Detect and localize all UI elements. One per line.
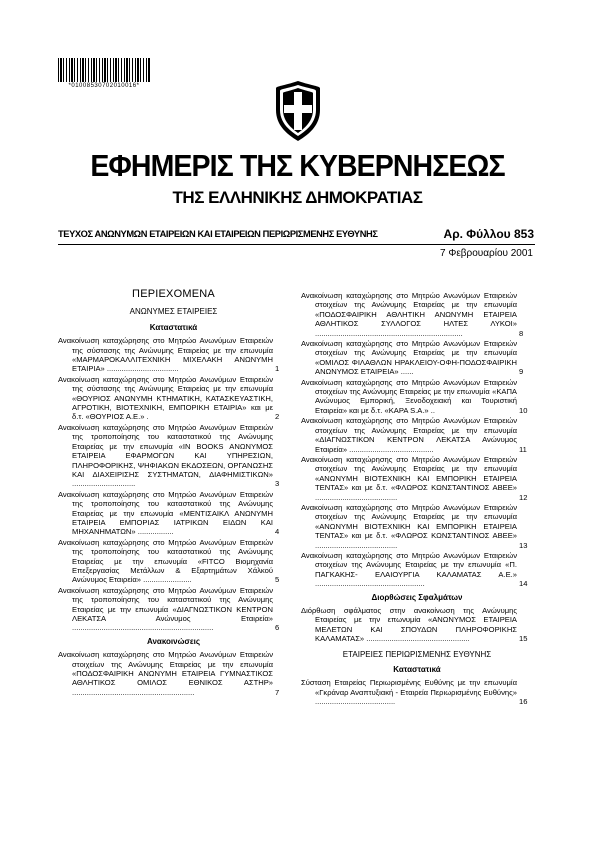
barcode-number: *01008530702010016* bbox=[68, 83, 140, 89]
section-heading: ΕΤΑΙΡΕΙΕΣ ΠΕΡΙΩΡΙΣΜΕΝΗΣ ΕΥΘΥΝΗΣ bbox=[342, 649, 492, 659]
toc-entry: Ανακοίνωση καταχώρησης στο Μητρώο Ανωνύμων Εταιρειών της τροποποίησης του καταστατικού της Ανώνυμης Εταιρείας με την επωνυμία «IN BOOKS ΑΝΩΝΥΜΟΣ ΕΤΑΙΡΕΙΑ ΕΦΑΡΜΟΓΩΝ ΚΑΙ ΥΠΗΡΕΣΙΩΝ, ΠΛΗΡΟΦΟΡΙΚΗΣ, ΨΗΦΙΑΚΩΝ ΕΚΔΟΣΕΩΝ, ΟΡΓΑΝΩΣΗΣ ΚΑΙ ΔΙΑΧΕΙΡΙΣΗΣ ΣΥΣΤΗΜΑΤΩΝ, ΔΙΑΦΗΜΙΣΤΙΚΩΝ» .............................. 3 bbox=[58, 422, 280, 489]
toc-entry-text: Ανακοίνωση καταχώρησης στο Μητρώο Ανωνύμων Εταιρειών στοιχείων της Ανώνυμης Εταιρείας με την επωνυμία «ΔΙΑΓΝΩΣΤΙΚΟΝ ΚΕΝΤΡΟΝ ΛΕΚΑΤΣΑ Ανώνυμος Εταιρεία» ........................................ bbox=[301, 416, 517, 454]
toc-list bbox=[301, 678, 533, 706]
greek-coat-of-arms-icon bbox=[273, 80, 323, 142]
toc-entry-text: Ανακοίνωση καταχώρησης στο Μητρώο Ανωνύμων Εταιρειών στοιχείων της Ανώνυμης Εταιρείας με την επωνυμία «ΠΟΔΟΣΦΑΙΡΙΚΗ ΑΘΛΗΤΙΚΗ ΑΝΩΝΥΜΗ ΕΤΑΙΡΕΙΑ ΑΘΛΗΤΙΚΟΣ ΣΥΛΛΟΓΟΣ ΗΛΤΕΣ ΛΥΚΟΙ» ...................................................................... bbox=[301, 291, 517, 338]
toc-entry-text: Ανακοίνωση καταχώρησης στο Μητρώο Ανωνύμων Εταιρειών στοιχείων της Ανώνυμης Εταιρείας με την επωνυμία «ΠΟΔΟΣΦΑΙΡΙΚΗ ΑΝΩΝΥΜΗ ΕΤΑΙΡΕΙΑ ΓΥΜΝΑΣΤΙΚΟΣ ΑΘΛΗΤΙΚΟΣ ΟΜΙΛΟΣ ΕΘΝΙΚΟΣ ΑΣΤΗΡ» .......................................................... bbox=[58, 650, 273, 697]
toc-entry: Ανακοίνωση καταχώρησης στο Μητρώο Ανωνύμων Εταιρειών της σύστασης της Ανώνυμης Εταιρείας με την επωνυμία «ΜΑΡΜΑΡΟΚΑΛΛΙΤΕΧΝΙΚΗ ΜΙΧΕΛΑΚΗ ΑΝΩΝΥΜΗ ΕΤΑΙΡΙΑ» .................................. 1 bbox=[58, 336, 280, 374]
toc-list bbox=[301, 606, 533, 644]
toc-heading: ΠΕΡΙΕΧΟΜΕΝΑ bbox=[132, 288, 215, 300]
barcode-bars bbox=[58, 58, 150, 82]
toc-list bbox=[301, 291, 533, 589]
toc-entry-text: Ανακοίνωση καταχώρησης στο Μητρώο Ανωνύμων Εταιρειών στοιχείων της Ανώνυμης Εταιρείας με την επωνυμία «Π. ΠΑΓΚΑΚΗΣ- ΕΛΑΙΟΥΡΓΙΑ ΚΑΛΑΜΑΤΑΣ Α.Ε.» .................................................... bbox=[301, 550, 517, 589]
toc-entry-text: Ανακοίνωση καταχώρησης στο Μητρώο Ανωνύμων Εταιρειών στοιχείων της Ανώνυμης Εταιρείας με την επωνυμία «ΑΝΩΝΥΜΗ ΒΙΟΤΕΧΝΙΚΗ ΚΑΙ ΕΜΠΟΡΙΚΗ ΕΤΑΙΡΕΙΑ ΤΕΝΤΑΣ» και με δ.τ. «ΦΛΩΡΟΣ ΚΩΝΣΤΑΝΤΙΝΟΣ ΑΒΕΕ» ....................................... bbox=[301, 502, 517, 550]
toc-entry: Ανακοίνωση καταχώρησης στο Μητρώο Ανωνύμων Εταιρειών στοιχείων της Ανώνυμης Εταιρείας με την επωνυμία «ΑΝΩΝΥΜΗ ΒΙΟΤΕΧΝΙΚΗ ΚΑΙ ΕΜΠΟΡΙΚΗ ΕΤΑΙΡΕΙΑ ΤΕΝΤΑΣ» και με δ.τ. «ΦΛΩΡΟΣ ΚΩΝΣΤΑΝΤΙΝΟΣ ΑΒΕΕ» ....................................... 12 bbox=[301, 454, 528, 502]
toc-entry-text: Ανακοίνωση καταχώρησης στο Μητρώο Ανωνύμων Εταιρειών της τροποποίησης του καταστατικού της Ανώνυμης Εταιρείας με την επωνυμία «FITCO Βιομηχανία Επεξεργασίας Μετάλλων & Εξαρτημάτων Χάλκού Ανώνυμος Εταιρεία» ....................... bbox=[58, 537, 273, 585]
toc-entry-text: Σύσταση Εταιρείας Περιωρισμένης Ευθύνης με την επωνυμία «Γκράναρ Αναπτυξιακή - Εταιρεία Περιωρισμένης Ευθύνης» ...................................... bbox=[301, 678, 517, 707]
gazette-subtitle: ΤΗΣ ΕΛΛΗΝΙΚΗΣ ΔΗΜΟΚΡΑΤΙΑΣ bbox=[172, 188, 423, 207]
toc-list bbox=[58, 650, 289, 697]
toc-entry: Ανακοίνωση καταχώρησης στο Μητρώο Ανωνύμων Εταιρειών της τροποποίησης του καταστατικού της Ανώνυμης Εταιρείας με την επωνυμία «ΔΙΑΓΝΩΣΤΙΚΟΝ ΚΕΝΤΡΟΝ ΛΕΚΑΤΣΑ Ανώνυμος Εταιρεία» ................................................................... 6 bbox=[58, 585, 280, 633]
toc-entry-text: Ανακοίνωση καταχώρησης στο Μητρώο Ανωνύμων Εταιρειών της τροποποίησης του καταστατικού της Ανώνυμης Εταιρείας με την επωνυμία «ΔΙΑΓΝΩΣΤΙΚΟΝ ΚΕΝΤΡΟΝ ΛΕΚΑΤΣΑ Ανώνυμος Εταιρεία» ................................................................... bbox=[58, 585, 273, 633]
toc-entry-text: Ανακοίνωση καταχώρησης στο Μητρώο Ανωνύμων Εταιρειών στοιχείων της Ανώνυμης Εταιρείας με την επωνυμία «ΟΜΙΛΟΣ ΦΙΛΑΘΛΩΝ ΗΡΑΚΛΕΙΟΥ-ΟΦΗ-ΠΟΔΟΣΦΑΙΡΙΚΗ ΑΝΩΝΥΜΟΣ ΕΤΑΙΡΕΙΑ» ...... bbox=[301, 339, 517, 377]
subsection-heading: Ανακοινώσεις bbox=[146, 636, 200, 646]
toc-right-column bbox=[301, 291, 533, 708]
toc-entry: Ανακοίνωση καταχώρησης στο Μητρώο Ανωνύμων Εταιρειών της σύστασης της Ανώνυμης Εταιρείας με την επωνυμία «ΘΟΥΡΙΟΣ ΑΝΩΝΥΜΗ ΚΤΗΜΑΤΙΚΗ, ΚΑΤΑΣΚΕΥΑΣΤΙΚΗ, ΑΓΡΟΤΙΚΗ, ΒΙΟΤΕΧΝΙΚΗ, ΕΜΠΟΡΙΚΗ ΕΤΑΙΡΙΑ» και με δ.τ. «ΘΟΥΡΙΟΣ Α.Ε.» . 2 bbox=[58, 374, 280, 422]
header-rule bbox=[58, 244, 535, 245]
toc-entry: Ανακοίνωση καταχώρησης στο Μητρώο Ανωνύμων Εταιρειών της τροποποίησης του καταστατικού της Ανώνυμης Εταιρείας με την επωνυμία «FITCO Βιομηχανία Επεξεργασίας Μετάλλων & Εξαρτημάτων Χάλκού Ανώνυμος Εταιρεία» ....................... 5 bbox=[58, 537, 280, 585]
issue-date: 7 Φεβρουαρίου 2001 bbox=[440, 248, 533, 259]
toc-entry-text: Ανακοίνωση καταχώρησης στο Μητρώο Ανωνύμων Εταιρειών της σύστασης της Ανώνυμης Εταιρείας με την επωνυμία «ΘΟΥΡΙΟΣ ΑΝΩΝΥΜΗ ΚΤΗΜΑΤΙΚΗ, ΚΑΤΑΣΚΕΥΑΣΤΙΚΗ, ΑΓΡΟΤΙΚΗ, ΒΙΟΤΕΧΝΙΚΗ, ΕΜΠΟΡΙΚΗ ΕΤΑΙΡΙΑ» και με δ.τ. «ΘΟΥΡΙΟΣ Α.Ε.» . bbox=[58, 374, 273, 422]
subsection-heading: Διορθώσεις Σφαλμάτων bbox=[371, 592, 463, 602]
toc-entry: Σύσταση Εταιρείας Περιωρισμένης Ευθύνης με την επωνυμία «Γκράναρ Αναπτυξιακή - Εταιρεία Περιωρισμένης Ευθύνης» ...................................... 16 bbox=[301, 678, 528, 707]
toc-entry-text: Ανακοίνωση καταχώρησης στο Μητρώο Ανωνύμων Εταιρειών στοιχείων της Ανώνυμης Εταιρείας με την επωνυμία «ΑΝΩΝΥΜΗ ΒΙΟΤΕΧΝΙΚΗ ΚΑΙ ΕΜΠΟΡΙΚΗ ΕΤΑΙΡΕΙΑ ΤΕΝΤΑΣ» και με δ.τ. «ΦΛΩΡΟΣ ΚΩΝΣΤΑΝΤΙΝΟΣ ΑΒΕΕ» ....................................... bbox=[301, 454, 517, 502]
toc-entry-text: Διόρθωση σφάλματος στην ανακοίνωση της Ανώνυμης Εταιρείας με την επωνυμία «ΑΝΩΝΥΜΟΣ ΕΤΑΙΡΕΙΑ ΜΕΛΕΤΩΝ ΚΑΙ ΣΠΟΥΔΩΝ ΠΛΗΡΟΦΟΡΙΚΗΣ ΚΑΛΑΜΑΤΑΣ» ................................................. bbox=[301, 606, 517, 644]
sheet-number: Αρ. Φύλλου 853 bbox=[443, 227, 534, 241]
toc-entry: Ανακοίνωση καταχώρησης στο Μητρώο Ανωνύμων Εταιρειών στοιχείων της Ανώνυμης Εταιρείας με την επωνυμία «ΑΝΩΝΥΜΗ ΒΙΟΤΕΧΝΙΚΗ ΚΑΙ ΕΜΠΟΡΙΚΗ ΕΤΑΙΡΕΙΑ ΤΕΝΤΑΣ» και με δ.τ. «ΦΛΩΡΟΣ ΚΩΝΣΤΑΝΤΙΝΟΣ ΑΒΕΕ» ....................................... 13 bbox=[301, 502, 528, 550]
gazette-title: ΕΦΗΜΕΡΙΣ ΤΗΣ ΚΥΒΕΡΝΗΣΕΩΣ bbox=[90, 148, 505, 183]
issue-type: ΤΕΥΧΟΣ ΑΝΩΝΥΜΩΝ ΕΤΑΙΡΕΙΩΝ ΚΑΙ ΕΤΑΙΡΕΙΩΝ ΠΕΡΙΩΡΙΣΜΕΝΗΣ ΕΥΘΥΝΗΣ bbox=[58, 229, 378, 239]
toc-entry: Ανακοίνωση καταχώρησης στο Μητρώο Ανωνύμων Εταιρειών στοιχείων της Ανώνυμης Εταιρείας με την επωνυμία «ΠΟΔΟΣΦΑΙΡΙΚΗ ΑΘΛΗΤΙΚΗ ΑΝΩΝΥΜΗ ΕΤΑΙΡΕΙΑ ΑΘΛΗΤΙΚΟΣ ΣΥΛΛΟΓΟΣ ΗΛΤΕΣ ΛΥΚΟΙ» ...................................................................... 8 bbox=[301, 291, 524, 338]
toc-entry: Ανακοίνωση καταχώρησης στο Μητρώο Ανωνύμων Εταιρειών στοιχείων της Ανώνυμης Εταιρείας με την επωνυμία «Π. ΠΑΓΚΑΚΗΣ- ΕΛΑΙΟΥΡΓΙΑ ΚΑΛΑΜΑΤΑΣ Α.Ε.» .................................................... 14 bbox=[301, 550, 528, 589]
toc-entry: Ανακοίνωση καταχώρησης στο Μητρώο Ανωνύμων Εταιρειών στοιχείων της Ανώνυμης Εταιρείας με την επωνυμία «ΟΜΙΛΟΣ ΦΙΛΑΘΛΩΝ ΗΡΑΚΛΕΙΟΥ-ΟΦΗ-ΠΟΔΟΣΦΑΙΡΙΚΗ ΑΝΩΝΥΜΟΣ ΕΤΑΙΡΕΙΑ» ...... 9 bbox=[301, 339, 524, 377]
section-heading: ΑΝΩΝΥΜΕΣ ΕΤΑΙΡΕΙΕΣ bbox=[129, 307, 218, 317]
toc-entry-text: Ανακοίνωση καταχώρησης στο Μητρώο Ανωνύμων Εταιρειών της τροποποίησης του καταστατικού της Ανώνυμης Εταιρείας με την επωνυμία «IN BOOKS ΑΝΩΝΥΜΟΣ ΕΤΑΙΡΕΙΑ ΕΦΑΡΜΟΓΩΝ ΚΑΙ ΥΠΗΡΕΣΙΩΝ, ΠΛΗΡΟΦΟΡΙΚΗΣ, ΨΗΦΙΑΚΩΝ ΕΚΔΟΣΕΩΝ, ΟΡΓΑΝΩΣΗΣ ΚΑΙ ΔΙΑΧΕΙΡΙΣΗΣ ΣΥΣΤΗΜΑΤΩΝ, ΔΙΑΦΗΜΙΣΤΙΚΩΝ» .............................. bbox=[58, 422, 273, 489]
toc-entry: Ανακοίνωση καταχώρησης στο Μητρώο Ανωνύμων Εταιρειών στοιχείων της Ανώνυμης Εταιρείας με την επωνυμία «ΔΙΑΓΝΩΣΤΙΚΟΝ ΚΕΝΤΡΟΝ ΛΕΚΑΤΣΑ Ανώνυμος Εταιρεία» ........................................ 11 bbox=[301, 416, 527, 454]
toc-entry: Ανακοίνωση καταχώρησης στο Μητρώο Ανωνύμων Εταιρειών στοιχείων της Ανώνυμης Εταιρείας με την επωνυμία «ΚΑΠΑ Ανώνυμος Εμπορική, Ξενοδοχειακή και Τουριστική Εταιρεία» και με δ.τ. «ΚΑΡΑ S.A.» .. 10 bbox=[301, 377, 528, 415]
toc-entry-text: Ανακοίνωση καταχώρησης στο Μητρώο Ανωνύμων Εταιρειών στοιχείων της Ανώνυμης Εταιρείας με την επωνυμία «ΚΑΠΑ Ανώνυμος Εμπορική, Ξενοδοχειακή και Τουριστική Εταιρεία» και με δ.τ. «ΚΑΡΑ S.A.» .. bbox=[301, 377, 517, 415]
toc-entry: Διόρθωση σφάλματος στην ανακοίνωση της Ανώνυμης Εταιρείας με την επωνυμία «ΑΝΩΝΥΜΟΣ ΕΤΑΙΡΕΙΑ ΜΕΛΕΤΩΝ ΚΑΙ ΣΠΟΥΔΩΝ ΠΛΗΡΟΦΟΡΙΚΗΣ ΚΑΛΑΜΑΤΑΣ» ................................................. 15 bbox=[301, 606, 528, 644]
subsection-heading: Καταστατικά bbox=[149, 322, 198, 332]
toc-entry-text: Ανακοίνωση καταχώρησης στο Μητρώο Ανωνύμων Εταιρειών της σύστασης της Ανώνυμης Εταιρείας με την επωνυμία «ΜΑΡΜΑΡΟΚΑΛΛΙΤΕΧΝΙΚΗ ΜΙΧΕΛΑΚΗ ΑΝΩΝΥΜΗ ΕΤΑΙΡΙΑ» .................................. bbox=[58, 336, 273, 374]
toc-left-column bbox=[58, 286, 289, 698]
toc-list bbox=[58, 336, 289, 633]
barcode bbox=[58, 58, 150, 90]
toc-entry-text: Ανακοίνωση καταχώρησης στο Μητρώο Ανωνύμων Εταιρειών της τροποποίησης του καταστατικού της Ανώνυμης Εταιρείας με την επωνυμία «ΜΕΝΤΙΣΑΙΚΛ ΑΝΩΝΥΜΗ ΕΤΑΙΡΕΙΑ ΕΜΠΟΡΙΑΣ ΙΑΤΡΙΚΩΝ ΕΙΔΩΝ ΚΑΙ ΜΗΧΑΝΗΜΑΤΩΝ» ................. bbox=[58, 489, 273, 537]
toc-entry: Ανακοίνωση καταχώρησης στο Μητρώο Ανωνύμων Εταιρειών της τροποποίησης του καταστατικού της Ανώνυμης Εταιρείας με την επωνυμία «ΜΕΝΤΙΣΑΙΚΛ ΑΝΩΝΥΜΗ ΕΤΑΙΡΕΙΑ ΕΜΠΟΡΙΑΣ ΙΑΤΡΙΚΩΝ ΕΙΔΩΝ ΚΑΙ ΜΗΧΑΝΗΜΑΤΩΝ» ................. 4 bbox=[58, 489, 280, 537]
toc-entry: Ανακοίνωση καταχώρησης στο Μητρώο Ανωνύμων Εταιρειών στοιχείων της Ανώνυμης Εταιρείας με την επωνυμία «ΠΟΔΟΣΦΑΙΡΙΚΗ ΑΝΩΝΥΜΗ ΕΤΑΙΡΕΙΑ ΓΥΜΝΑΣΤΙΚΟΣ ΑΘΛΗΤΙΚΟΣ ΟΜΙΛΟΣ ΕΘΝΙΚΟΣ ΑΣΤΗΡ» .......................................................... 7 bbox=[58, 650, 280, 697]
subsection-heading: Καταστατικά bbox=[393, 665, 441, 675]
